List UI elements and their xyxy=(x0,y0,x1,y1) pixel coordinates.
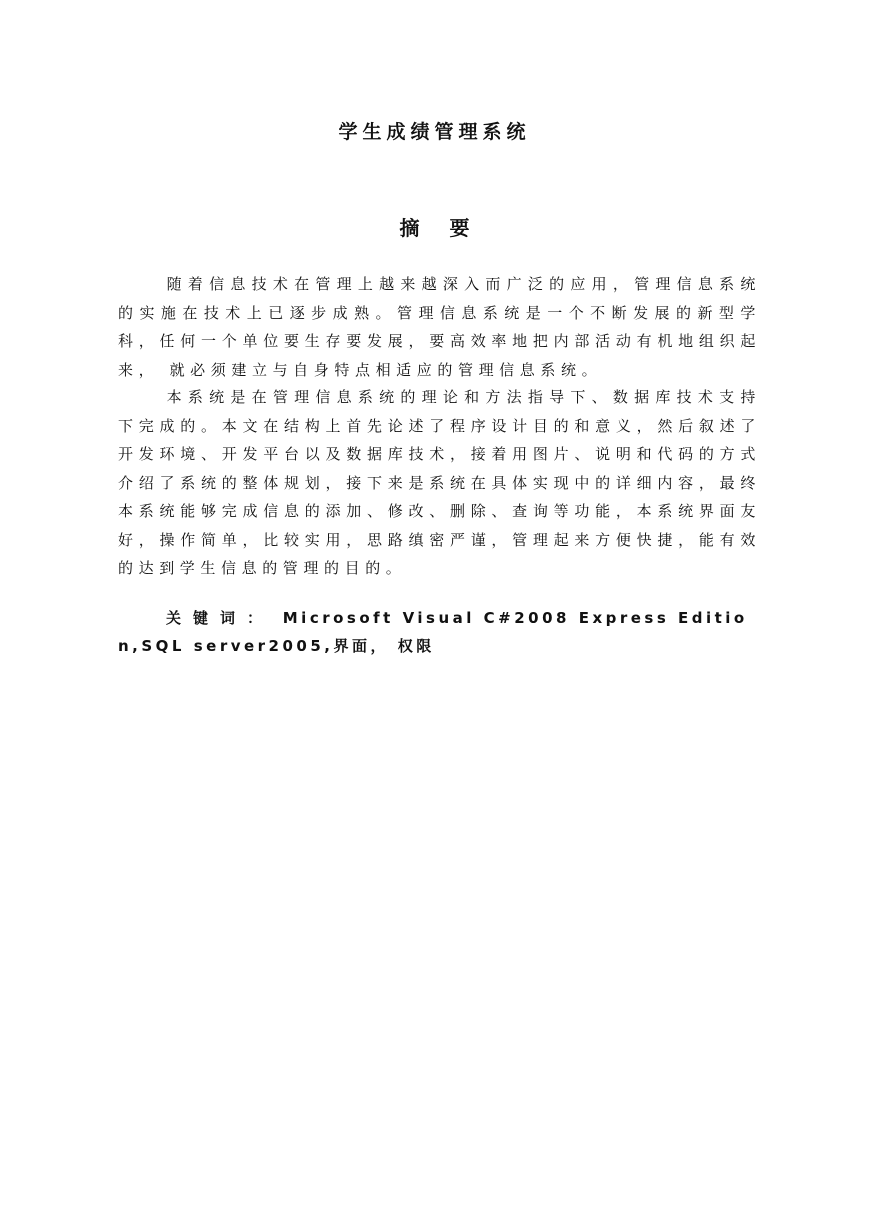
abstract-paragraph-1-text: 随着信息技术在管理上越来越深入而广泛的应用，管理信息系统的实施在技术上已逐步成熟。管理信息系统是一个不断发展的新型学科，任何一个单位要生存要发展，要高效率地把内部活动有机地组织起来， 就必须建立与自身特点相适应的管理信息系统。 xyxy=(118,275,761,379)
keywords-line xyxy=(118,604,763,660)
keywords-text: Microsoft Visual C#2008 Express Edition,SQL server2005,界面， 权限 xyxy=(118,609,748,655)
abstract-heading: 摘要 xyxy=(399,216,500,240)
document-title: 学生成绩管理系统 xyxy=(338,121,531,143)
keywords-label: 关键词： xyxy=(166,609,275,627)
abstract-paragraph-2 xyxy=(118,383,761,583)
abstract-paragraph-2-text: 本系统是在管理信息系统的理论和方法指导下、数据库技术支持下完成的。本文在结构上首先论述了程序设计目的和意义，然后叙述了开发环境、开发平台以及数据库技术，接着用图片、说明和代码的方式介绍了系统的整体规划，接下来是系统在具体实现中的详细内容，最终本系统能够完成信息的添加、修改、删除、查询等功能，本系统界面友好，操作简单，比较实用，思路缜密严谨，管理起来方便快捷，能有效的达到学生信息的管理的目的。 xyxy=(118,388,761,577)
abstract-paragraph-1 xyxy=(118,270,761,384)
